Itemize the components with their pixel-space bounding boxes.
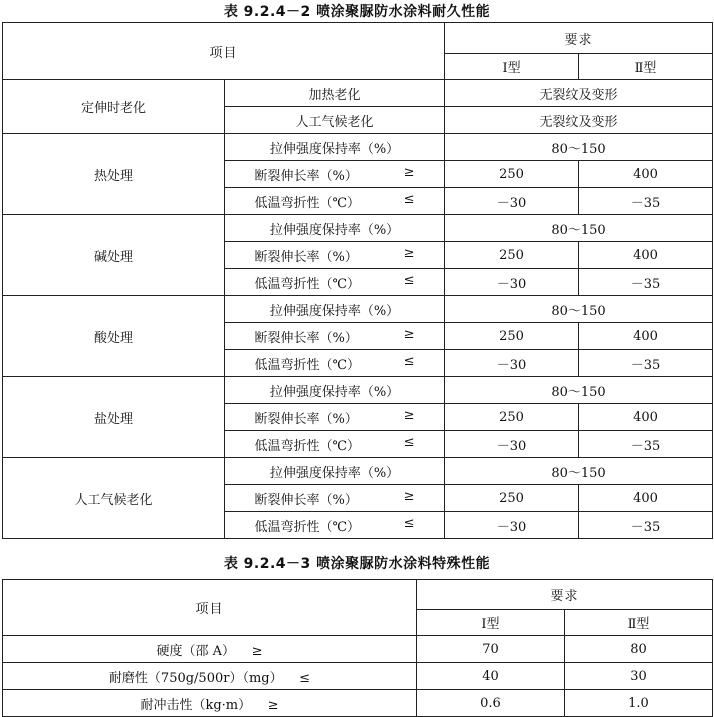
row-value: 无裂纹及变形 [445,107,713,134]
header-type1: Ⅰ型 [417,610,565,636]
group-label: 定伸时老化 [3,80,225,134]
row-sym: ≥ [403,488,415,504]
row-name-text: 硬度（邵 A） [156,643,236,659]
cell-type1: －30 [445,512,579,539]
cell-type1: 40 [417,663,565,690]
cell-type2: 80 [565,636,713,663]
cell-type1: 250 [445,161,579,188]
cell-type1: 250 [445,323,579,350]
row-value: 80～150 [445,458,713,485]
special-properties-table [2,579,713,717]
row-sym: ≥ [403,407,415,423]
row-name: 拉伸强度保持率（%） [225,377,445,404]
row-name-text: 低温弯折性（℃） [254,357,361,373]
cell-type1: 250 [445,485,579,512]
cell-type2: －35 [579,350,713,377]
row-value: 80～150 [445,134,713,161]
table2-caption: 表 9.2.4－3 喷涂聚脲防水涂料特殊性能 [223,556,491,572]
cell-type1: 0.6 [417,690,565,717]
table1-caption: 表 9.2.4－2 喷涂聚脲防水涂料耐久性能 [223,4,491,20]
row-value: 80～150 [445,215,713,242]
row-name [225,350,445,377]
group-label: 热处理 [3,134,225,215]
row-name [225,188,445,215]
header-type2: Ⅱ型 [579,54,713,80]
row-name-text: 低温弯折性（℃） [254,195,361,211]
row-name-text: 耐磨性（750g/500r）（mg） [108,670,283,686]
group-label: 人工气候老化 [3,458,225,539]
cell-type1: －30 [445,431,579,458]
row-name [225,485,445,512]
row-name-text: 低温弯折性（℃） [254,438,361,454]
row-name [3,636,417,663]
cell-type2: 30 [565,663,713,690]
row-name-text: 低温弯折性（℃） [254,276,361,292]
row-name: 拉伸强度保持率（%） [225,296,445,323]
row-name-text: 低温弯折性（℃） [254,519,361,535]
row-sym: ≥ [251,643,263,659]
cell-type1: －30 [445,269,579,296]
row-name: 拉伸强度保持率（%） [225,215,445,242]
row-sym: ≤ [403,272,415,288]
row-sym: ≤ [403,353,415,369]
cell-type1: －30 [445,188,579,215]
row-name-text: 断裂伸长率（%） [254,411,358,427]
row-sym: ≥ [403,245,415,261]
row-name [3,663,417,690]
row-sym: ≥ [267,697,279,713]
row-sym: ≥ [403,164,415,180]
header-item: 项目 [3,23,445,80]
row-name-text: 断裂伸长率（%） [254,492,358,508]
row-name [3,690,417,717]
row-name: 人工气候老化 [225,107,445,134]
group-label: 酸处理 [3,296,225,377]
row-name: 拉伸强度保持率（%） [225,134,445,161]
row-sym: ≥ [403,326,415,342]
row-name: 加热老化 [225,80,445,107]
row-name: 拉伸强度保持率（%） [225,458,445,485]
cell-type2: －35 [579,512,713,539]
group-label: 碱处理 [3,215,225,296]
cell-type2: －35 [579,269,713,296]
cell-type2: 400 [579,323,713,350]
row-sym: ≤ [299,670,311,686]
row-name [225,269,445,296]
cell-type1: －30 [445,350,579,377]
row-name-text: 断裂伸长率（%） [254,330,358,346]
row-sym: ≤ [403,515,415,531]
row-sym: ≤ [403,434,415,450]
row-name [225,242,445,269]
row-value: 80～150 [445,296,713,323]
cell-type2: －35 [579,431,713,458]
cell-type1: 250 [445,242,579,269]
header-requirement: 要求 [417,580,713,610]
cell-type2: 400 [579,404,713,431]
row-name [225,512,445,539]
header-item: 项目 [3,580,417,636]
row-value: 80～150 [445,377,713,404]
row-name [225,431,445,458]
header-requirement: 要求 [445,23,713,54]
row-name-text: 耐冲击性（kg·m） [140,697,252,713]
row-name-text: 断裂伸长率（%） [254,168,358,184]
row-name-text: 断裂伸长率（%） [254,249,358,265]
cell-type1: 70 [417,636,565,663]
row-name [225,404,445,431]
cell-type2: 1.0 [565,690,713,717]
group-label: 盐处理 [3,377,225,458]
row-value: 无裂纹及变形 [445,80,713,107]
cell-type2: －35 [579,188,713,215]
durability-table [2,22,713,539]
cell-type1: 250 [445,404,579,431]
row-name [225,161,445,188]
cell-type2: 400 [579,485,713,512]
row-sym: ≤ [403,191,415,207]
cell-type2: 400 [579,161,713,188]
header-type1: Ⅰ型 [445,54,579,80]
cell-type2: 400 [579,242,713,269]
row-name [225,323,445,350]
header-type2: Ⅱ型 [565,610,713,636]
